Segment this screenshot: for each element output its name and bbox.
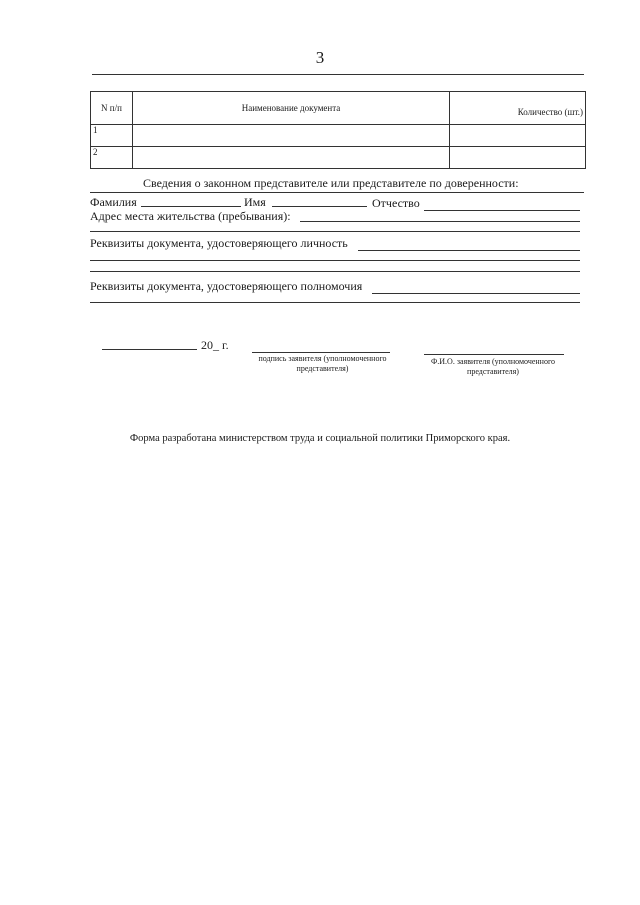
first-name-field[interactable]	[272, 206, 367, 207]
row-number-cell: 1	[91, 125, 133, 147]
column-header-document-name: Наименование документа	[133, 92, 450, 125]
signature-caption: подпись заявителя (уполномоченного представителя)	[258, 354, 387, 373]
column-header-number: N п/п	[91, 92, 133, 125]
full-name-field[interactable]	[424, 354, 564, 355]
heading-underline	[90, 192, 584, 193]
date-year: 20_ г.	[201, 338, 229, 352]
table-header-row	[91, 92, 586, 125]
documents-table	[90, 91, 586, 169]
surname-label: Фамилия	[90, 195, 137, 209]
table-row	[91, 147, 586, 169]
identity-document-label: Реквизиты документа, удостоверяющего личность	[90, 236, 348, 250]
quantity-cell[interactable]	[450, 147, 586, 169]
representative-heading: Сведения о законном представителе или представителе по доверенности:	[143, 176, 519, 190]
authority-document-field-line-2[interactable]	[90, 302, 580, 303]
signature-field[interactable]	[252, 352, 390, 353]
date-field[interactable]	[102, 349, 197, 350]
column-header-quantity: Количество (шт.)	[450, 92, 586, 125]
table-row	[91, 125, 586, 147]
patronymic-field[interactable]	[424, 210, 580, 211]
identity-document-field-line-3[interactable]	[90, 271, 580, 272]
document-name-cell[interactable]	[133, 147, 450, 169]
address-label: Адрес места жительства (пребывания):	[90, 209, 291, 223]
top-rule	[92, 74, 584, 75]
form-footer-note: Форма разработана министерством труда и социальной политики Приморского края.	[129, 433, 511, 444]
surname-field[interactable]	[141, 206, 241, 207]
full-name-caption: Ф.И.О. заявителя (уполномоченного представителя)	[430, 357, 556, 376]
authority-document-label: Реквизиты документа, удостоверяющего полномочия	[90, 279, 363, 293]
identity-document-field-line-2[interactable]	[90, 260, 580, 261]
identity-document-field[interactable]	[358, 250, 580, 251]
address-field-line-2[interactable]	[90, 231, 580, 232]
quantity-cell[interactable]	[450, 125, 586, 147]
authority-document-field[interactable]	[372, 293, 580, 294]
first-name-label: Имя	[244, 195, 266, 209]
patronymic-label: Отчество	[372, 196, 420, 210]
document-name-cell[interactable]	[133, 125, 450, 147]
row-number-cell: 2	[91, 147, 133, 169]
page-number: 3	[315, 48, 325, 67]
address-field[interactable]	[300, 221, 580, 222]
